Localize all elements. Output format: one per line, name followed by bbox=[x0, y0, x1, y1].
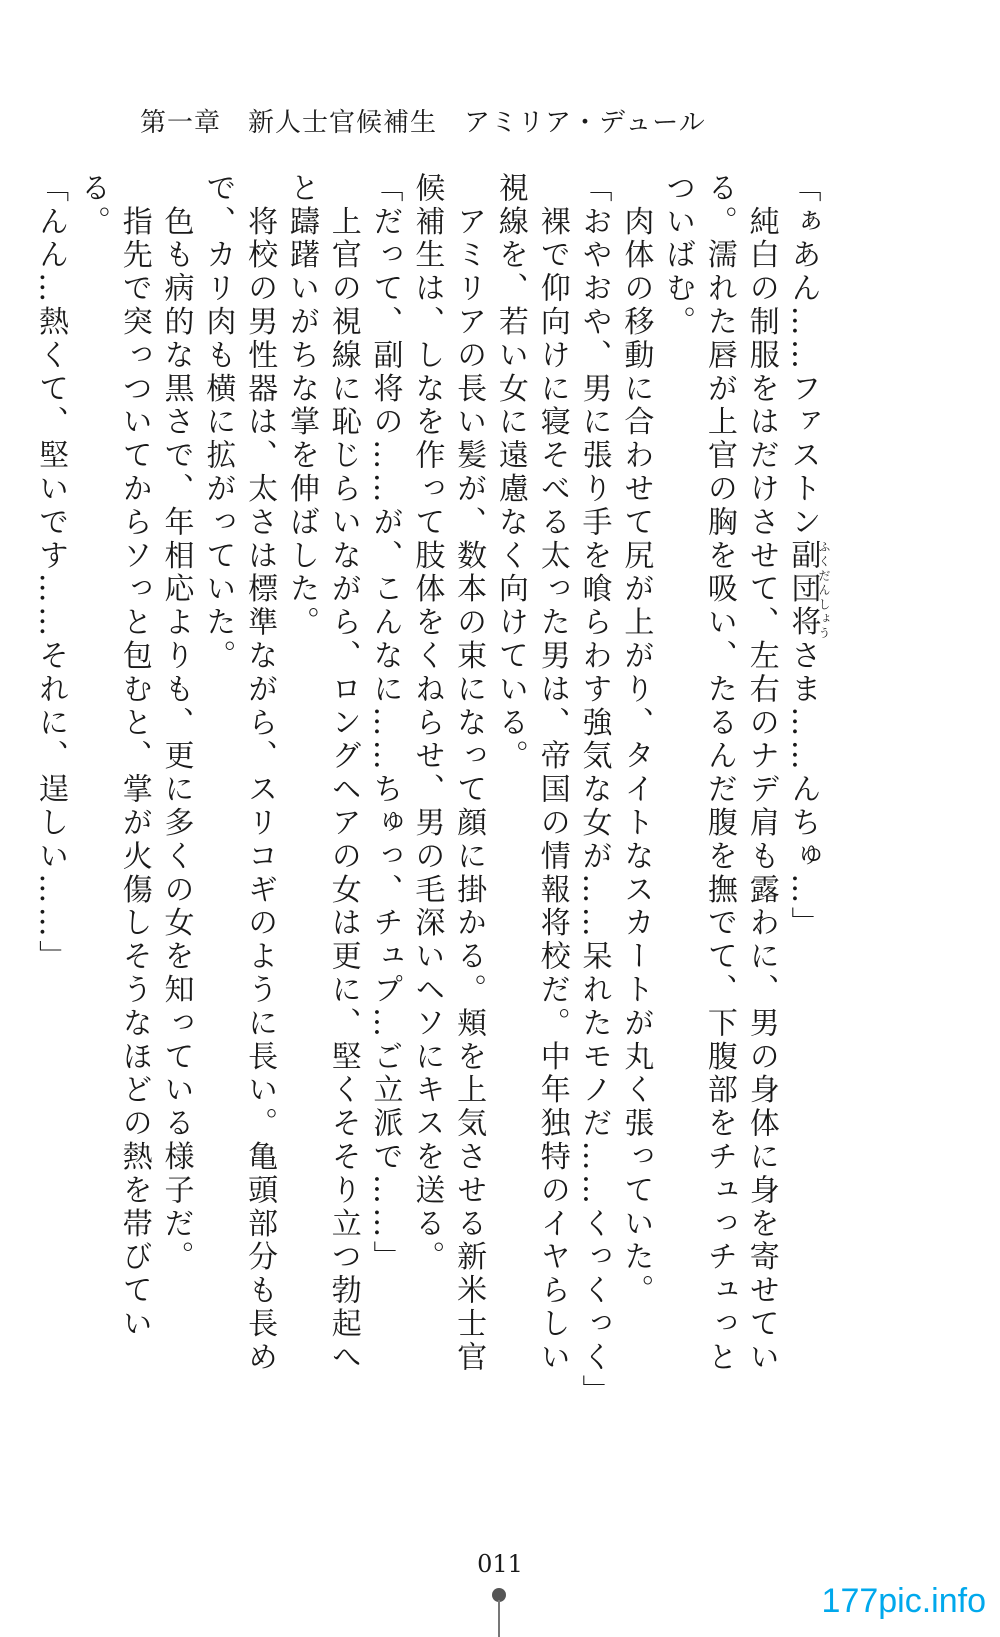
paragraph bbox=[782, 172, 830, 1402]
paragraph-text: さま……んちゅ…」 bbox=[785, 639, 821, 941]
paragraph: 将校の男性器は、太さは標準ながら、スリコギのように長い。亀頭部分も長めで、カリ肉も横に拡がっていた。 bbox=[200, 172, 278, 1375]
paragraph: 肉体の移動に合わせて尻が上がり、タイトなスカートが丸く張っていた。 bbox=[618, 172, 654, 1308]
watermark: 177pic.info bbox=[821, 1582, 986, 1620]
paragraph: 上官の視線に恥じらいながら、ロングヘアの女は更に、堅くそそり立つ勃起へと躊躇いがちな掌を伸ばした。 bbox=[283, 172, 361, 1375]
page-number: 011 bbox=[477, 1550, 523, 1578]
running-head: 第一章 新人士官候補生 アミリア・デュール bbox=[140, 108, 706, 138]
paragraph: 色も病的な黒さで、年相応よりも、更に多くの女を知っている様子だ。 bbox=[158, 172, 194, 1275]
paragraph: 裸で仰向けに寝そべる太った男は、帝国の情報将校だ。中年独特のイヤらしい視線を、若い女に遠慮なく向けている。 bbox=[492, 172, 570, 1375]
page-marker-line bbox=[498, 1600, 500, 1637]
ruby-word bbox=[785, 539, 831, 640]
paragraph: 「だって、副将の……が、こんなに……ちゅっ、チュプ…ご立派で……」 bbox=[367, 172, 403, 1275]
paragraph: アミリアの長い髪が、数本の束になって顔に掛かる。頬を上気させる新米士官候補生は、しなを作って肢体をくねらせ、男の毛深いヘソにキスを送る。 bbox=[409, 172, 487, 1375]
paragraph: 「んん…熱くて、堅いです……それに、逞しい……」 bbox=[33, 172, 69, 974]
paragraph: 「おやおや、男に張り手を喰らわす強気な女が……呆れたモノだ……くっくっく」 bbox=[576, 172, 612, 1408]
paragraph: 純白の制服をはだけさせて、左右のナデ肩も露わに、男の身体に身を寄せている。濡れた唇が上官の胸を吸い、たるんだ腹を撫でて、下腹部をチュっチュっとついばむ。 bbox=[660, 172, 779, 1375]
paragraph-text: 「ぁあん……ファストン bbox=[785, 172, 821, 540]
body-text bbox=[33, 172, 831, 1408]
ruby-base: 副団将 bbox=[785, 539, 821, 640]
ruby-reading: ふくだんしょう bbox=[817, 539, 831, 640]
paragraph: 指先で突っついてからソっと包むと、掌が火傷しそうなほどの熱を帯びている。 bbox=[74, 172, 152, 1341]
